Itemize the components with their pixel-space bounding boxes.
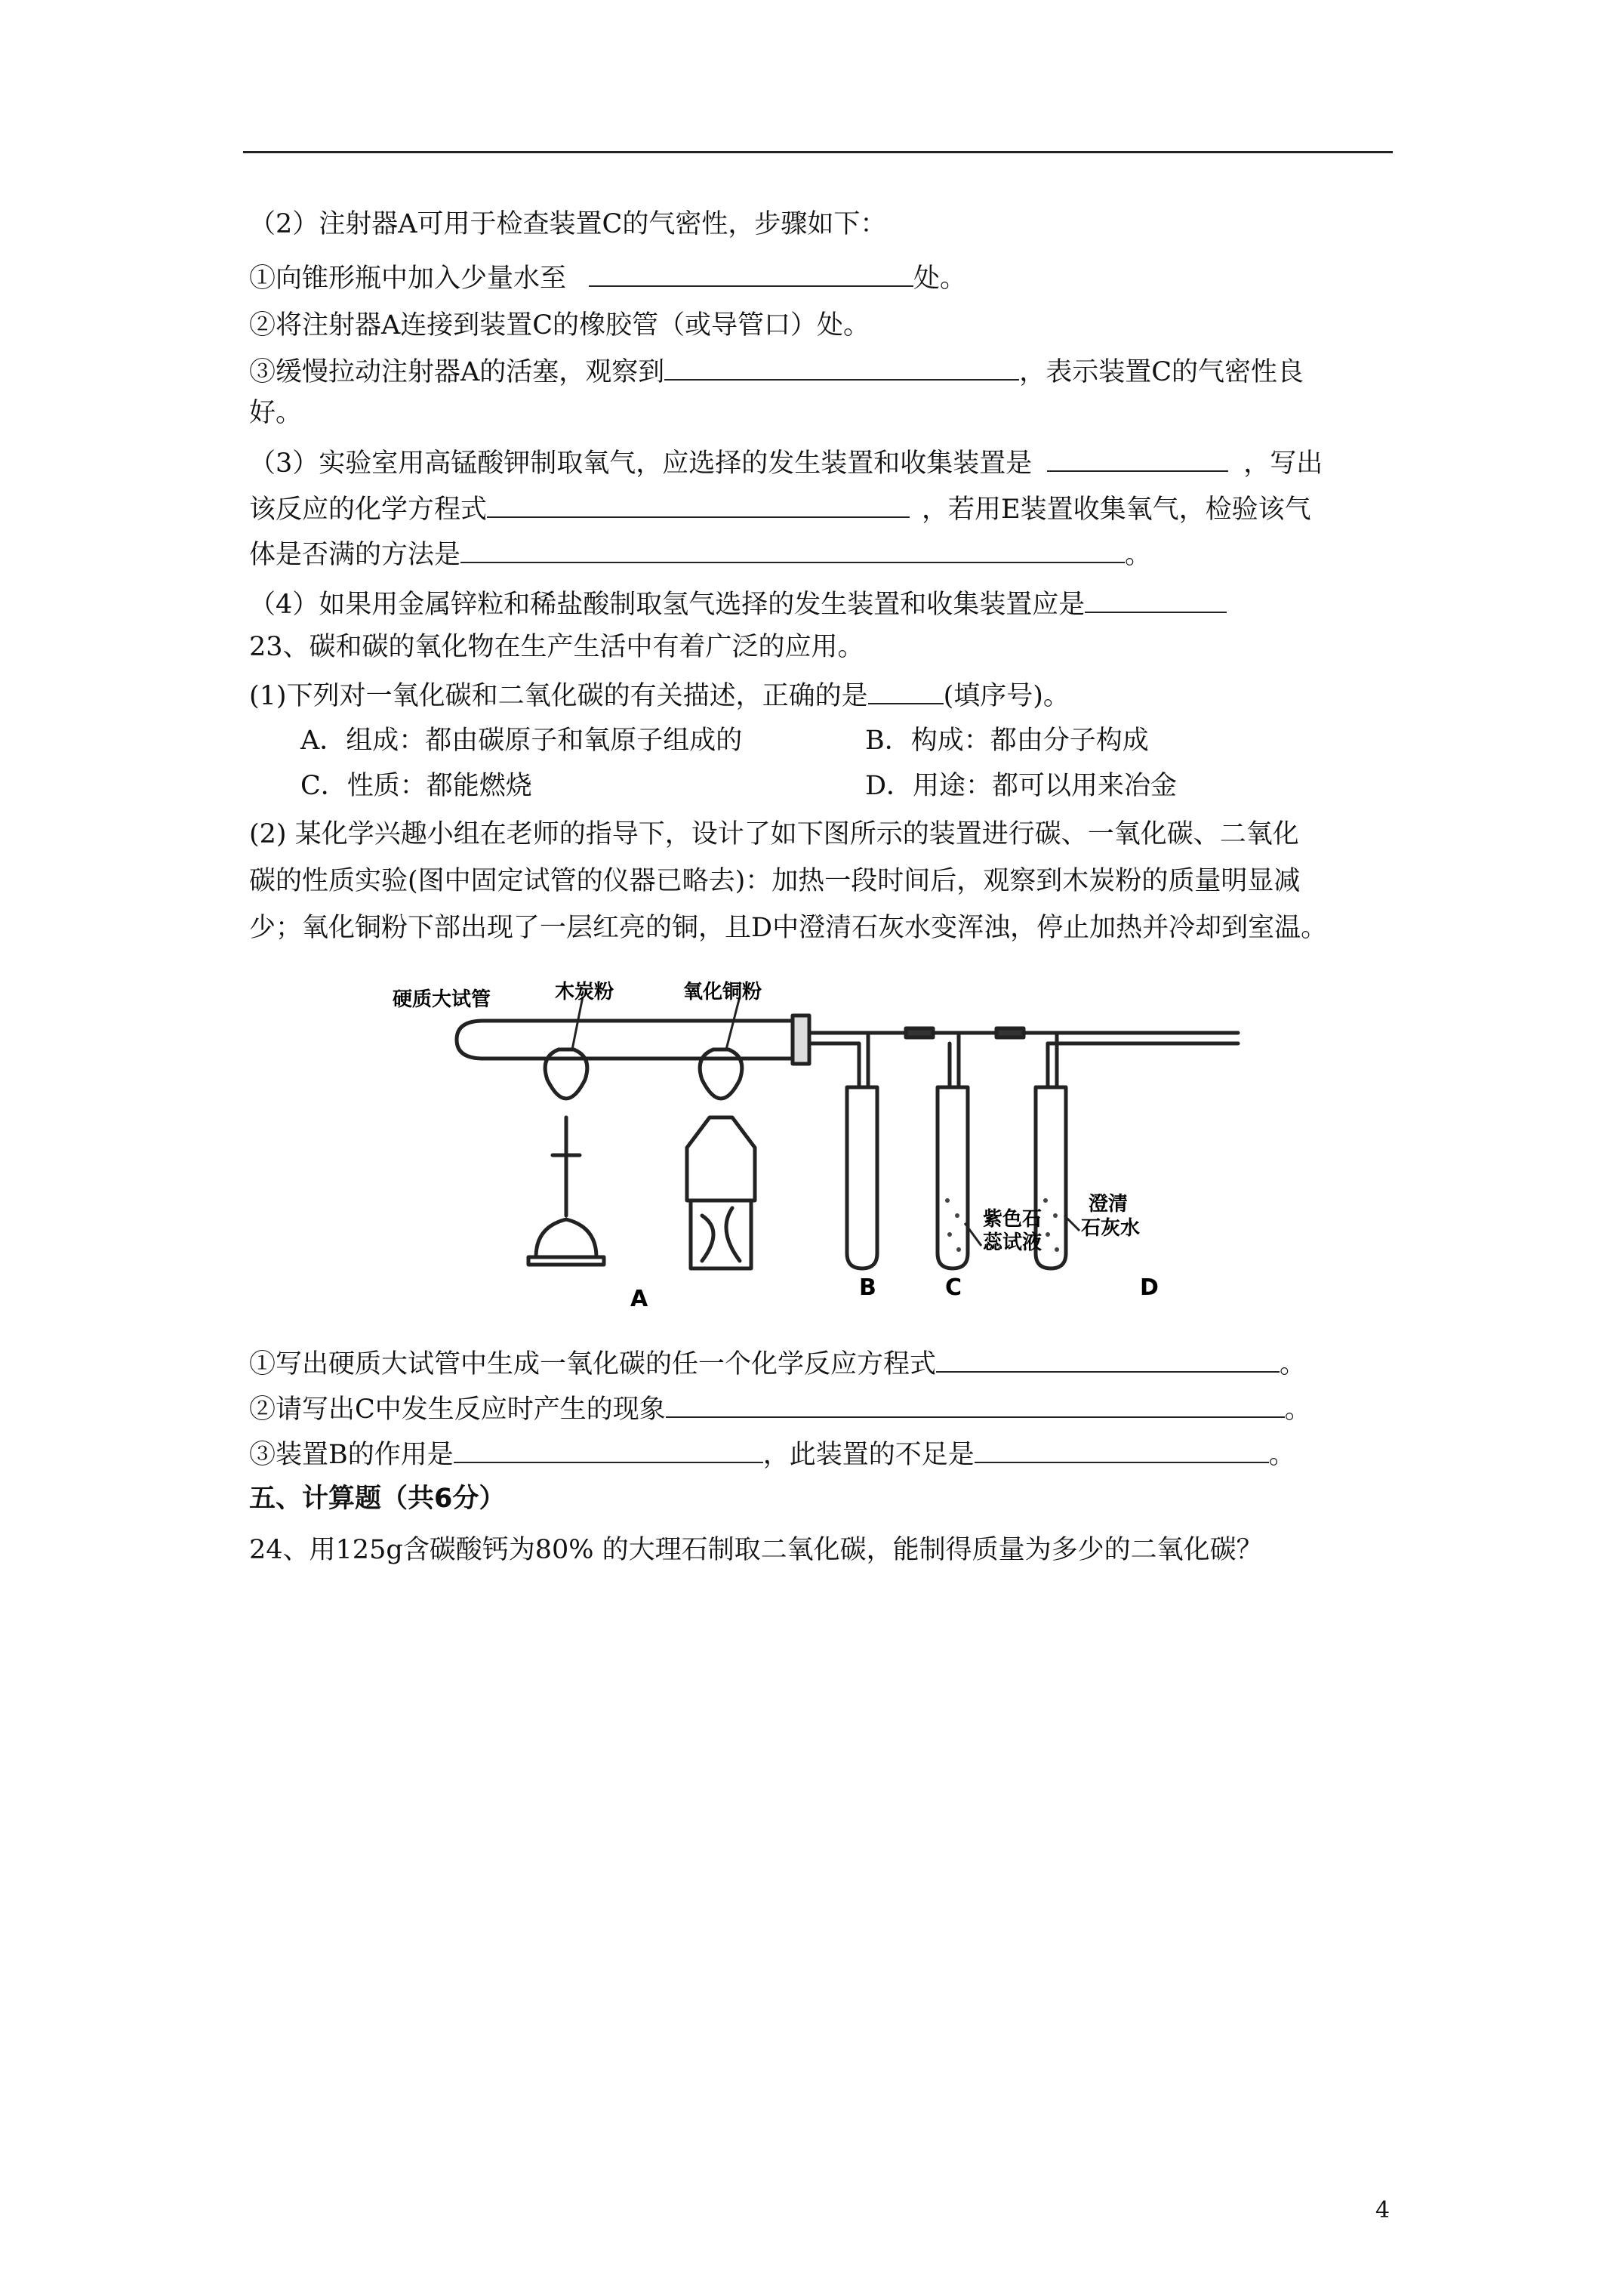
answer-blank[interactable] [936,1342,1280,1373]
apparatus-diagram [385,974,1253,1321]
q22-part3-line1: （3）实验室用高锰酸钾制取氧气，应选择的发生装置和收集装置是 ，写出 [249,442,1323,482]
label-letter-c: C [945,1274,962,1301]
q22-part3-line3: 体是否满的方法是 。 [249,533,1151,574]
q22-part3-line2: 该反应的化学方程式 ，若用E装置收集氧气，检验该气 [249,488,1311,529]
delivery-tube-2 [868,1033,959,1087]
test-tube-c [938,1087,968,1268]
answer-blank[interactable] [1085,583,1227,613]
section-5-title: 五、计算题（共6分） [249,1484,506,1514]
pointer-charcoal [572,997,583,1049]
exit-tube [1048,1033,1238,1043]
q23-option-b: B．构成：都由分子构成 [865,726,1149,756]
q23-sub1: ①写出硬质大试管中生成一氧化碳的任一个化学反应方程式 。 [249,1342,1306,1383]
q22-part2-step1: ①向锥形瓶中加入少量水至 处。 [249,257,966,297]
answer-blank[interactable] [1047,442,1228,472]
burner-1-base [528,1257,604,1265]
answer-blank[interactable] [487,488,910,518]
q23-sub3: ③装置B的作用是 ，此装置的不足是 。 [249,1433,1295,1474]
q22-part2-step3: ③缓慢拉动注射器A的活塞，观察到 ，表示装置C的气密性良 [249,350,1304,391]
hard-test-tube [457,1021,793,1059]
rubber-joint [906,1028,933,1037]
delivery-tube-1 [809,1033,868,1087]
answer-blank[interactable] [868,674,944,704]
label-limewater-1: 澄清 [1089,1193,1129,1216]
q23-part2-line2: 碳的性质实验(图中固定试管的仪器已略去)：加热一段时间后，观察到木炭粉的质量明显减 [249,866,1301,896]
q24: 24、用125g含碳酸钙为80% 的大理石制取二氧化碳，能制得质量为多少的二氧化碳？ [249,1535,1263,1565]
label-limewater-2: 石灰水 [1081,1217,1141,1240]
label-letter-b: B [859,1274,876,1301]
q22-part4: （4）如果用金属锌粒和稀盐酸制取氢气选择的发生装置和收集装置应是 [249,583,1227,624]
page-number: 4 [1375,2197,1390,2224]
q22-part2-intro: （2）注射器A可用于检查装置C的气密性，步骤如下： [249,209,887,239]
rubber-joint [996,1028,1024,1037]
label-letter-d: D [1140,1274,1159,1301]
answer-blank[interactable] [666,1388,1285,1418]
q23-option-c: C．性质：都能燃烧 [300,771,532,801]
label-charcoal: 木炭粉 [555,981,614,1003]
q23-part2-line1: (2) 某化学兴趣小组在老师的指导下，设计了如下图所示的装置进行碳、一氧化碳、二氧化 [249,819,1299,849]
q22-part2-step3-cont: 好。 [249,398,303,428]
q23-option-d: D．用途：都可以用来冶金 [865,771,1178,801]
test-tube-b [847,1087,877,1268]
answer-blank[interactable] [460,533,1125,563]
alcohol-lamp-1 [536,1219,596,1257]
answer-blank[interactable] [454,1433,763,1463]
answer-blank[interactable] [664,350,1019,381]
q23-part2-line3: 少；氧化铜粉下部出现了一层红亮的铜，且D中澄清石灰水变浑浊，停止加热并冷却到室温。 [249,913,1328,943]
burner-1-stand [553,1117,580,1216]
label-letter-a: A [630,1286,648,1312]
burner-2-neck [687,1117,755,1200]
tube-stopper [793,1015,809,1064]
q23-sub2: ②请写出C中发生反应时产生的现象 。 [249,1388,1311,1428]
q22-part2-step2: ②将注射器A连接到装置C的橡胶管（或导管口）处。 [249,310,870,341]
q23-option-a: A．组成：都由碳原子和氧原子组成的 [300,726,743,756]
q23-stem: 23、碳和碳的氧化物在生产生活中有着广泛的应用。 [249,632,864,662]
header-rule [243,151,1393,153]
pointer-cuo [726,997,740,1049]
answer-blank[interactable] [589,257,913,287]
q23-part1: (1)下列对一氧化碳和二氧化碳的有关描述，正确的是 (填序号)。 [249,674,1070,715]
label-copper-oxide: 氧化铜粉 [683,981,762,1003]
answer-blank[interactable] [975,1433,1269,1463]
label-litmus-2: 蕊试液 [983,1231,1042,1254]
burner-2-base [691,1200,751,1268]
label-litmus-1: 紫色石 [983,1208,1042,1231]
label-hard-tube: 硬质大试管 [393,988,491,1011]
delivery-tube-3 [959,1033,1057,1087]
